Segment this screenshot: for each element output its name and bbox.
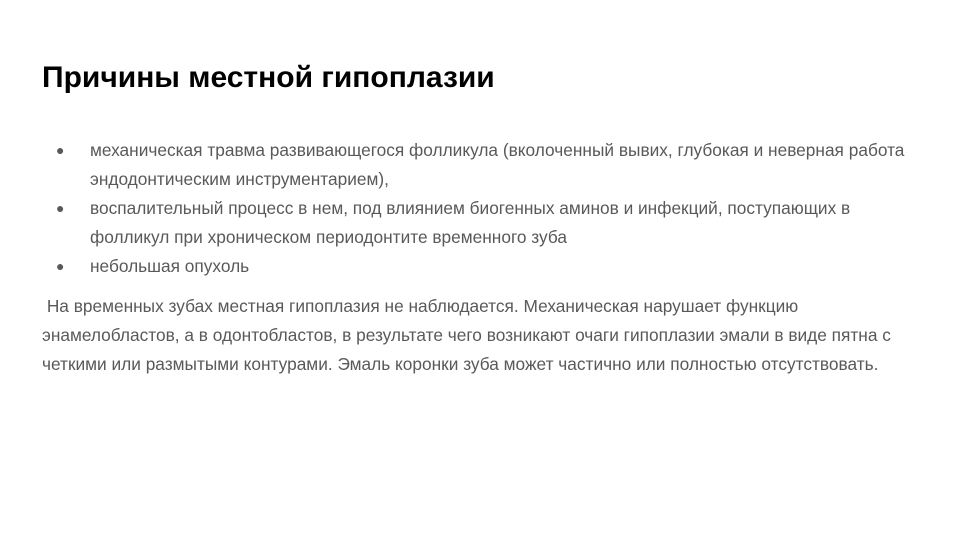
bullet-item — [56, 252, 916, 281]
bullet-item — [56, 194, 916, 252]
bullet-text: воспалительный процесс в нем, под влиянием биогенных аминов и инфекций, поступающих в фолликул при хроническом периодонтите временного зуба — [90, 198, 851, 247]
bullet-list — [56, 136, 916, 281]
bullet-text: механическая травма развивающегося фолликула (вколоченный вывих, глубокая и неверная работа эндодонтическим инструментарием), — [90, 140, 905, 189]
bullet-dot-icon: ● — [56, 258, 65, 274]
bullet-item — [56, 136, 916, 194]
body-paragraph: На временных зубах местная гипоплазия не наблюдается. Механическая нарушает функцию энамелобластов, а в одонтобластов, в результате чего возникают очаги гипоплазии эмали в виде пятна с четкими или размытыми контурами. Эмаль коронки зуба может частично или полностью отсутствовать. — [42, 296, 896, 374]
bullet-dot-icon: ● — [56, 142, 65, 158]
bullet-dot-icon: ● — [56, 200, 65, 216]
slide-title: Причины местной гипоплазии — [42, 61, 495, 94]
bullet-text: небольшая опухоль — [90, 256, 250, 276]
